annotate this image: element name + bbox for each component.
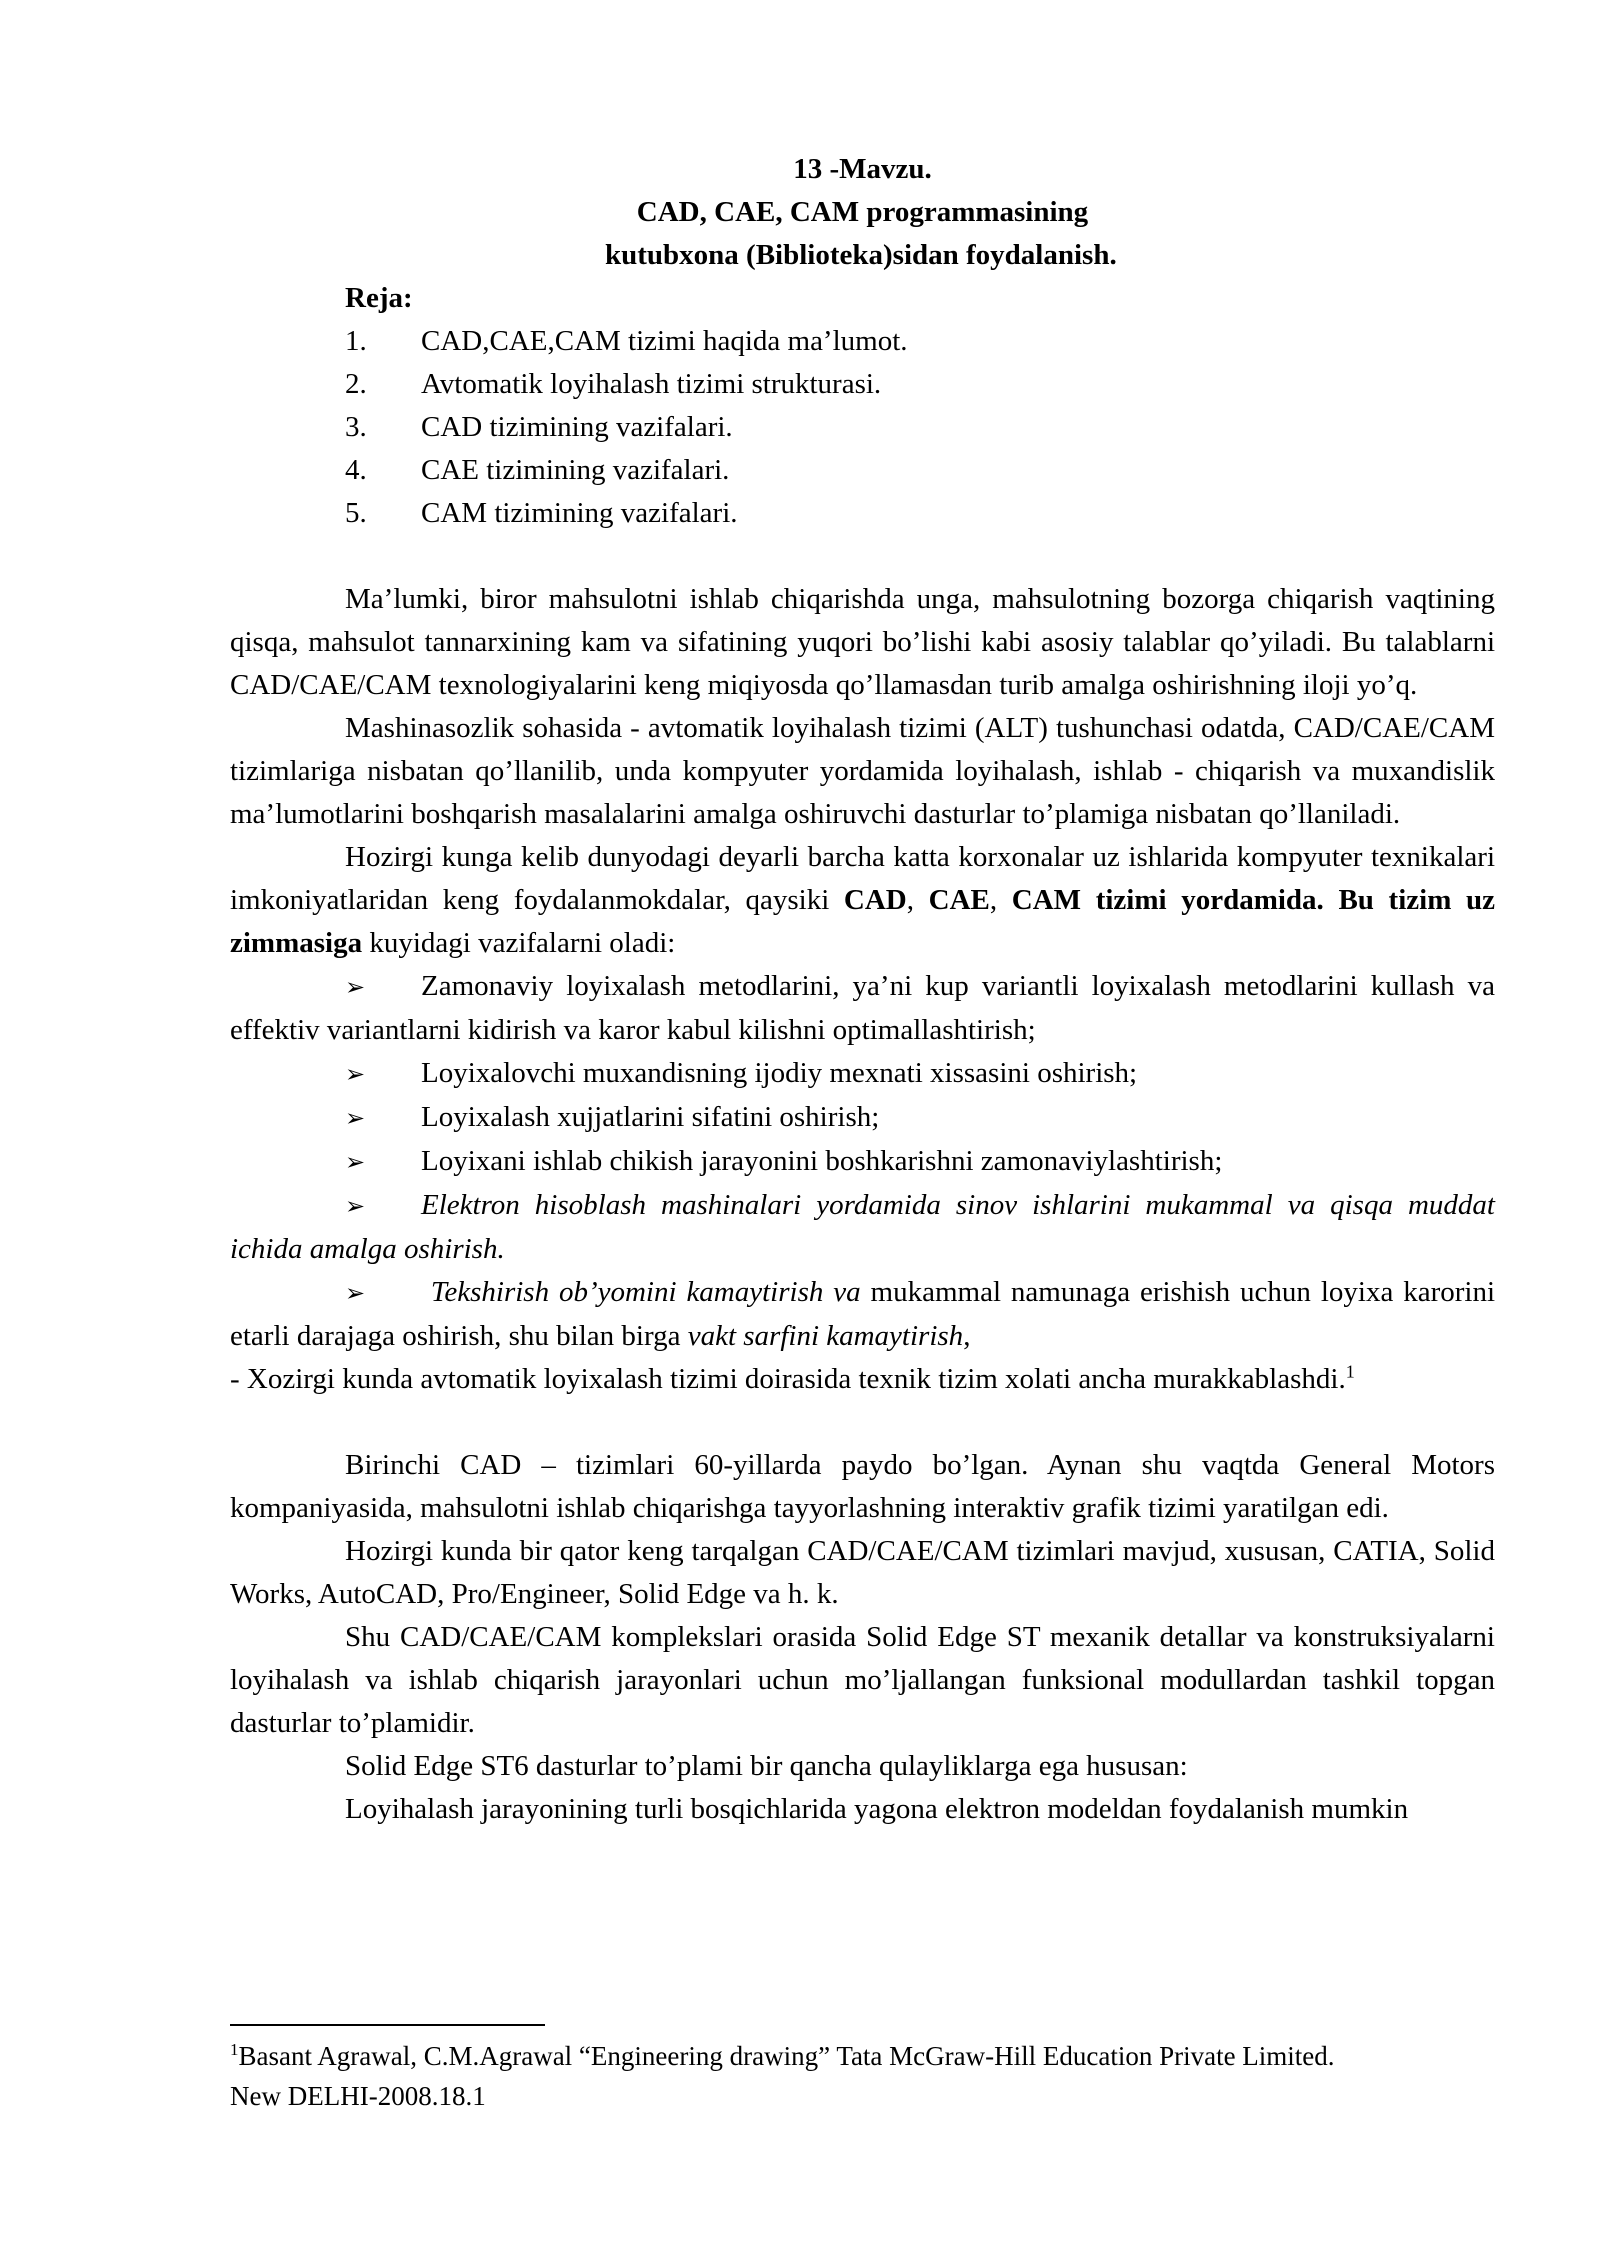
bullet-text: Loyixalash xujjatlarini sifatini oshirish; (421, 1101, 880, 1133)
bullet-text: , (963, 1320, 971, 1352)
spacer (230, 1401, 1495, 1444)
bullet-text: Zamonaviy loyixalash metodlarini, ya’ni kup variantli loyixalash metodlarini kullash va effektiv variantlarni kidirish va karor kabul kilishni optimallashtirish; (230, 970, 1495, 1046)
separator: , (906, 884, 929, 916)
bullet-item (230, 965, 1495, 1052)
title-topic-number: 13 -Mavzu. (793, 153, 932, 185)
footnote-line (230, 2036, 1495, 2076)
plan-item-text: CAE tizimining vazifalari. (421, 454, 730, 486)
bullet-text: Loyixalovchi muxandisning ijodiy mexnati xissasini oshirish; (421, 1057, 1138, 1089)
plan-item-number: 1. (345, 325, 367, 357)
bullet-italic-text: vakt sarfini kamaytirish (687, 1320, 964, 1352)
paragraph-alt: Mashinasozlik sohasida - avtomatik loyihalash tizimi (ALT) tushunchasi odatda, CAD/CAE/CAM tizimlariga nisbatan qo’llanilib, unda kompyuter yordamida loyihalash, ishlab - chiqarish va muxandislik ma’lumotlarini boshqarish masalalarini amalga oshiruvchi dasturlar to’plamiga nisbatan qo’llaniladi. (230, 712, 1495, 830)
paragraph-text: kuyidagi vazifalarni oladi: (362, 927, 676, 959)
plan-item (230, 363, 1495, 406)
bullet-item (230, 1052, 1495, 1096)
paragraph-solid-edge: Shu CAD/CAE/CAM komplekslari orasida Solid Edge ST mexanik detallar va konstruksiyalarni loyihalash va ishlab chiqarish jarayonlari uchun mo’ljallangan funksional modullardan tashkil topgan dasturlar to’plamidir. (230, 1621, 1495, 1739)
plan-item-number: 3. (345, 411, 367, 443)
title-line-3: kutubxona (Biblioteka)sidan foydalanish. (605, 239, 1117, 271)
bullet-text: Loyixani ishlab chikish jarayonini boshkarishni zamonaviylashtirish; (421, 1145, 1223, 1177)
page-title (230, 148, 1495, 277)
plan-item (230, 449, 1495, 492)
paragraph-intro: Ma’lumki, biror mahsulotni ishlab chiqarishda unga, mahsulotning bozorga chiqarish vaqtining qisqa, mahsulot tannarxining kam va sifatining yuqori bo’lishi kabi asosiy talablar qo’yiladi. Bu talablarni CAD/CAE/CAM texnologiyalarini keng miqiyosda qo’llamasdan turib amalga oshirishning iloji yo’q. (230, 583, 1495, 701)
bullet-italic-text: Tekshirish ob’yomini kamaytirish va (421, 1276, 861, 1308)
arrow-bullet-icon: ➢ (345, 1060, 366, 1088)
cae-term: CAE (928, 884, 990, 916)
footnote-reference[interactable]: 1 (1345, 1361, 1355, 1382)
plan-item-number: 5. (345, 497, 367, 529)
paragraph-complexity (230, 1358, 1495, 1401)
plan-item (230, 406, 1495, 449)
arrow-bullet-icon: ➢ (345, 1192, 366, 1220)
document-page (230, 148, 1495, 1831)
plan-item (230, 492, 1495, 535)
cad-term: CAD (843, 884, 907, 916)
footnote-separator (230, 2024, 545, 2026)
bullet-item (230, 1184, 1495, 1271)
plan-item-text: Avtomatik loyihalash tizimi strukturasi. (421, 368, 882, 400)
paragraph-systems: Hozirgi kunda bir qator keng tarqalgan CAD/CAE/CAM tizimlari mavjud, xususan, CATIA, Solid Works, AutoCAD, Pro/Engineer, Solid Edge va h. k. (230, 1535, 1495, 1610)
footnote (230, 2036, 1495, 2116)
paragraph-text: Hozirgi kunga kelib dunyodagi deyarli barcha katta korxonalar uz ishlarida kompyuter texnikalari imkoniyatlaridan keng foydalanmokdalar, qaysiki (230, 841, 1495, 916)
plan-item-text: CAM tizimining vazifalari. (421, 497, 738, 529)
paragraph-single-model: Loyihalash jarayonining turli bosqichlarida yagona elektron modeldan foydalanish mumkin (345, 1793, 1409, 1825)
plan-item (230, 320, 1495, 363)
paragraph-st6: Solid Edge ST6 dasturlar to’plami bir qancha qulayliklarga ega hususan: (345, 1750, 1188, 1782)
bullet-item (230, 1140, 1495, 1184)
plan-item-text: CAD,CAE,CAM tizimi haqida ma’lumot. (421, 325, 908, 357)
plan-item-text: CAD tizimining vazifalari. (421, 411, 733, 443)
title-line-2: CAD, CAE, CAM programmasining (636, 196, 1089, 228)
bullet-text: mukammal namunaga erishish uchun loyixa karorini etarli darajaga oshirish, shu bilan birga (230, 1276, 1495, 1352)
paragraph-history: Birinchi CAD – tizimlari 60-yillarda paydo bo’lgan. Aynan shu vaqtda General Motors kompaniyasida, mahsulotni ishlab chiqarishga tayyorlashning interaktiv grafik tizimi yaratilgan edi. (230, 1449, 1495, 1524)
arrow-bullet-icon: ➢ (345, 973, 366, 1001)
bold-phrase: CAM tizimi yordamida. Bu tizim uz zimmasiga (230, 884, 1496, 959)
bullet-text: Elektron hisoblash mashinalari yordamida sinov ishlarini mukammal va qisqa muddat ichida amalga oshirish. (230, 1189, 1495, 1265)
paragraph-enterprises (230, 836, 1495, 965)
bullet-item (230, 1096, 1495, 1140)
plan-heading: Reja: (345, 282, 413, 314)
footnote-line: New DELHI-2008.18.1 (230, 2081, 486, 2111)
plan-list (230, 320, 1495, 535)
arrow-bullet-icon: ➢ (345, 1104, 366, 1132)
spacer (230, 535, 1495, 578)
separator: , (989, 884, 1012, 916)
bullet-item (230, 1271, 1495, 1358)
plan-item-number: 4. (345, 454, 367, 486)
paragraph-text: - Xozirgi kunda avtomatik loyixalash tizimi doirasida texnik tizim xolati ancha murakkablashdi. (230, 1363, 1346, 1395)
footnote-marker: 1 (230, 2040, 239, 2059)
footnote-text: Basant Agrawal, C.M.Agrawal “Engineering drawing” Tata McGraw-Hill Education Private Limited. (238, 2041, 1335, 2071)
plan-item-number: 2. (345, 368, 367, 400)
arrow-bullet-icon: ➢ (345, 1279, 366, 1307)
arrow-bullet-icon: ➢ (345, 1148, 366, 1176)
